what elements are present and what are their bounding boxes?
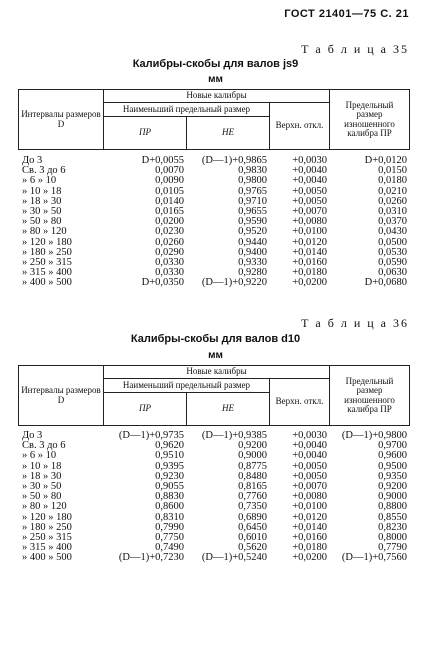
pr-cell: 0,0070: [155, 165, 184, 177]
table-unit: мм: [208, 350, 223, 361]
table-row: [22, 441, 411, 451]
ne-cell: 0,9000: [238, 450, 267, 462]
worn-limit-cell: 0,8800: [378, 501, 407, 513]
pr-cell: 0,0330: [155, 257, 184, 269]
header-ne: НЕ: [187, 393, 270, 426]
ne-cell: 0,6010: [238, 532, 267, 544]
worn-limit-cell: 0,0150: [378, 165, 407, 177]
pr-cell: 0,7990: [155, 521, 184, 533]
ne-cell: 0,9280: [238, 267, 267, 279]
header-new-gauges: Новые калибры: [104, 90, 330, 103]
header-upper-deviation: Верхн. откл.: [270, 379, 330, 426]
ne-cell: 0,9590: [238, 216, 267, 228]
table-row: [22, 553, 411, 563]
interval-cell: » 30 » 50: [22, 481, 62, 493]
ne-cell: 0,9400: [238, 246, 267, 258]
upper-deviation-cell: +0,0140: [292, 246, 327, 258]
worn-limit-cell: 0,8230: [378, 521, 407, 533]
table-row: [22, 238, 411, 248]
table-row: [22, 431, 411, 441]
interval-cell: » 180 » 250: [22, 521, 72, 533]
worn-limit-cell: 0,9600: [378, 450, 407, 462]
header-pr: ПР: [104, 117, 187, 150]
interval-cell: » 18 » 30: [22, 195, 62, 207]
interval-cell: » 10 » 18: [22, 460, 62, 472]
ne-cell: 0,8165: [238, 481, 267, 493]
pr-cell: 0,0165: [155, 206, 184, 218]
ne-cell: (D—1)+0,9220: [201, 277, 267, 289]
pr-cell: 0,9055: [155, 481, 184, 493]
table-row: [22, 278, 411, 288]
upper-deviation-cell: +0,0120: [292, 236, 327, 248]
page-header: ГОСТ 21401—75 С. 21: [284, 8, 409, 20]
table-row: [22, 523, 411, 533]
pr-cell: D+0,0055: [141, 155, 184, 166]
table-row: [22, 472, 411, 482]
table-number: Т а б л и ц а 35: [301, 42, 409, 56]
pr-cell: 0,0105: [155, 185, 184, 197]
ne-cell: 0,9800: [238, 175, 267, 187]
table-row: [22, 166, 411, 176]
interval-cell: » 120 » 180: [22, 236, 72, 248]
upper-deviation-cell: +0,0040: [292, 440, 327, 452]
interval-cell: » 180 » 250: [22, 246, 72, 258]
header-intervals: Интервалы размеров D: [19, 366, 104, 426]
interval-cell: » 50 » 80: [22, 216, 62, 228]
worn-limit-cell: 0,0180: [378, 175, 407, 187]
upper-deviation-cell: +0,0050: [292, 470, 327, 482]
worn-limit-cell: 0,7790: [378, 542, 407, 554]
pr-cell: 0,9620: [155, 440, 184, 452]
table-unit: мм: [208, 74, 223, 85]
interval-cell: Св. 3 до 6: [22, 440, 66, 452]
upper-deviation-cell: +0,0080: [292, 216, 327, 228]
header-ne: НЕ: [187, 117, 270, 150]
upper-deviation-cell: +0,0070: [292, 206, 327, 218]
pr-cell: 0,7490: [155, 542, 184, 554]
worn-limit-cell: 0,0530: [378, 246, 407, 258]
worn-limit-cell: 0,0590: [378, 257, 407, 269]
table-row: [22, 482, 411, 492]
upper-deviation-cell: +0,0180: [292, 542, 327, 554]
interval-cell: » 80 » 120: [22, 226, 67, 238]
table-header: [18, 89, 410, 150]
worn-limit-cell: 0,9200: [378, 481, 407, 493]
ne-cell: 0,9440: [238, 236, 267, 248]
pr-cell: 0,0290: [155, 246, 184, 258]
table-title: Калибры-скобы для валов d10: [130, 333, 301, 345]
ne-cell: 0,9710: [238, 195, 267, 207]
table-row: [22, 502, 411, 512]
worn-limit-cell: (D—1)+0,9800: [341, 430, 407, 441]
upper-deviation-cell: +0,0140: [292, 521, 327, 533]
table-row: [22, 462, 411, 472]
pr-cell: 0,9395: [155, 460, 184, 472]
upper-deviation-cell: +0,0050: [292, 460, 327, 472]
table-row: [22, 197, 411, 207]
ne-cell: (D—1)+0,9385: [201, 430, 267, 441]
pr-cell: 0,0230: [155, 226, 184, 238]
ne-cell: 0,7350: [238, 501, 267, 513]
worn-limit-cell: (D—1)+0,7560: [341, 552, 407, 564]
pr-cell: (D—1)+0,9735: [118, 430, 184, 441]
pr-cell: 0,0200: [155, 216, 184, 228]
table-body: [22, 431, 411, 564]
interval-cell: » 50 » 80: [22, 491, 62, 503]
ne-cell: 0,6450: [238, 521, 267, 533]
header-min-size: Наименьший предельный размер: [104, 103, 270, 117]
table-number: Т а б л и ц а 36: [301, 316, 409, 330]
upper-deviation-cell: +0,0030: [292, 430, 327, 441]
table-row: [22, 492, 411, 502]
interval-cell: » 315 » 400: [22, 267, 72, 279]
worn-limit-cell: 0,9700: [378, 440, 407, 452]
worn-limit-cell: 0,0210: [378, 185, 407, 197]
pr-cell: 0,0090: [155, 175, 184, 187]
upper-deviation-cell: +0,0180: [292, 267, 327, 279]
ne-cell: 0,9330: [238, 257, 267, 269]
header-worn-limit: Предельный размер изношенного калибра ПР: [330, 366, 410, 426]
upper-deviation-cell: +0,0030: [292, 155, 327, 166]
interval-cell: » 30 » 50: [22, 206, 62, 218]
interval-cell: » 10 » 18: [22, 185, 62, 197]
table-row: [22, 217, 411, 227]
pr-cell: 0,9230: [155, 470, 184, 482]
header-min-size: Наименьший предельный размер: [104, 379, 270, 393]
upper-deviation-cell: +0,0200: [292, 277, 327, 289]
ne-cell: 0,9830: [238, 165, 267, 177]
ne-cell: 0,8775: [238, 460, 267, 472]
worn-limit-cell: 0,0430: [378, 226, 407, 238]
table-row: [22, 207, 411, 217]
pr-cell: 0,8310: [155, 511, 184, 523]
upper-deviation-cell: +0,0100: [292, 226, 327, 238]
upper-deviation-cell: +0,0040: [292, 450, 327, 462]
upper-deviation-cell: +0,0200: [292, 552, 327, 564]
pr-cell: 0,8600: [155, 501, 184, 513]
pr-cell: 0,0330: [155, 267, 184, 279]
header-upper-deviation: Верхн. откл.: [270, 103, 330, 150]
table-row: [22, 533, 411, 543]
table-row: [22, 513, 411, 523]
ne-cell: (D—1)+0,5240: [201, 552, 267, 564]
table-header: [18, 365, 410, 426]
worn-limit-cell: 0,0370: [378, 216, 407, 228]
upper-deviation-cell: +0,0050: [292, 195, 327, 207]
table-row: [22, 187, 411, 197]
interval-cell: » 250 » 315: [22, 532, 72, 544]
pr-cell: (D—1)+0,7230: [118, 552, 184, 564]
upper-deviation-cell: +0,0160: [292, 532, 327, 544]
worn-limit-cell: 0,8550: [378, 511, 407, 523]
interval-cell: » 400 » 500: [22, 277, 72, 289]
ne-cell: 0,6890: [238, 511, 267, 523]
interval-cell: » 6 » 10: [22, 450, 57, 462]
interval-cell: » 400 » 500: [22, 552, 72, 564]
worn-limit-cell: D+0,0120: [364, 155, 407, 166]
worn-limit-cell: D+0,0680: [364, 277, 407, 289]
ne-cell: 0,9200: [238, 440, 267, 452]
worn-limit-cell: 0,0310: [378, 206, 407, 218]
table-body: [22, 156, 411, 289]
header-intervals: Интервалы размеров D: [19, 90, 104, 150]
table-row: [22, 176, 411, 186]
worn-limit-cell: 0,9500: [378, 460, 407, 472]
header-new-gauges: Новые калибры: [104, 366, 330, 379]
upper-deviation-cell: +0,0040: [292, 175, 327, 187]
table-row: [22, 227, 411, 237]
interval-cell: » 120 » 180: [22, 511, 72, 523]
table-row: [22, 248, 411, 258]
ne-cell: 0,7760: [238, 491, 267, 503]
ne-cell: 0,9520: [238, 226, 267, 238]
upper-deviation-cell: +0,0120: [292, 511, 327, 523]
upper-deviation-cell: +0,0040: [292, 165, 327, 177]
ne-cell: 0,8480: [238, 470, 267, 482]
upper-deviation-cell: +0,0100: [292, 501, 327, 513]
pr-cell: 0,0140: [155, 195, 184, 207]
pr-cell: 0,0260: [155, 236, 184, 248]
interval-cell: Св. 3 до 6: [22, 165, 66, 177]
interval-cell: » 80 » 120: [22, 501, 67, 513]
worn-limit-cell: 0,0500: [378, 236, 407, 248]
interval-cell: » 315 » 400: [22, 542, 72, 554]
upper-deviation-cell: +0,0160: [292, 257, 327, 269]
pr-cell: D+0,0350: [141, 277, 184, 289]
interval-cell: До 3: [22, 155, 43, 166]
ne-cell: 0,9655: [238, 206, 267, 218]
pr-cell: 0,7750: [155, 532, 184, 544]
interval-cell: » 18 » 30: [22, 470, 62, 482]
ne-cell: (D—1)+0,9865: [201, 155, 267, 166]
worn-limit-cell: 0,0630: [378, 267, 407, 279]
interval-cell: » 250 » 315: [22, 257, 72, 269]
upper-deviation-cell: +0,0080: [292, 491, 327, 503]
ne-cell: 0,5620: [238, 542, 267, 554]
ne-cell: 0,9765: [238, 185, 267, 197]
table-row: [22, 258, 411, 268]
worn-limit-cell: 0,8000: [378, 532, 407, 544]
header-pr: ПР: [104, 393, 187, 426]
table-row: [22, 156, 411, 166]
worn-limit-cell: 0,0260: [378, 195, 407, 207]
interval-cell: До 3: [22, 430, 43, 441]
worn-limit-cell: 0,9000: [378, 491, 407, 503]
interval-cell: » 6 » 10: [22, 175, 57, 187]
upper-deviation-cell: +0,0070: [292, 481, 327, 493]
table-title: Калибры-скобы для валов js9: [132, 58, 299, 70]
header-worn-limit: Предельный размер изношенного калибра ПР: [330, 90, 410, 150]
upper-deviation-cell: +0,0050: [292, 185, 327, 197]
pr-cell: 0,8830: [155, 491, 184, 503]
pr-cell: 0,9510: [155, 450, 184, 462]
table-row: [22, 451, 411, 461]
worn-limit-cell: 0,9350: [378, 470, 407, 482]
